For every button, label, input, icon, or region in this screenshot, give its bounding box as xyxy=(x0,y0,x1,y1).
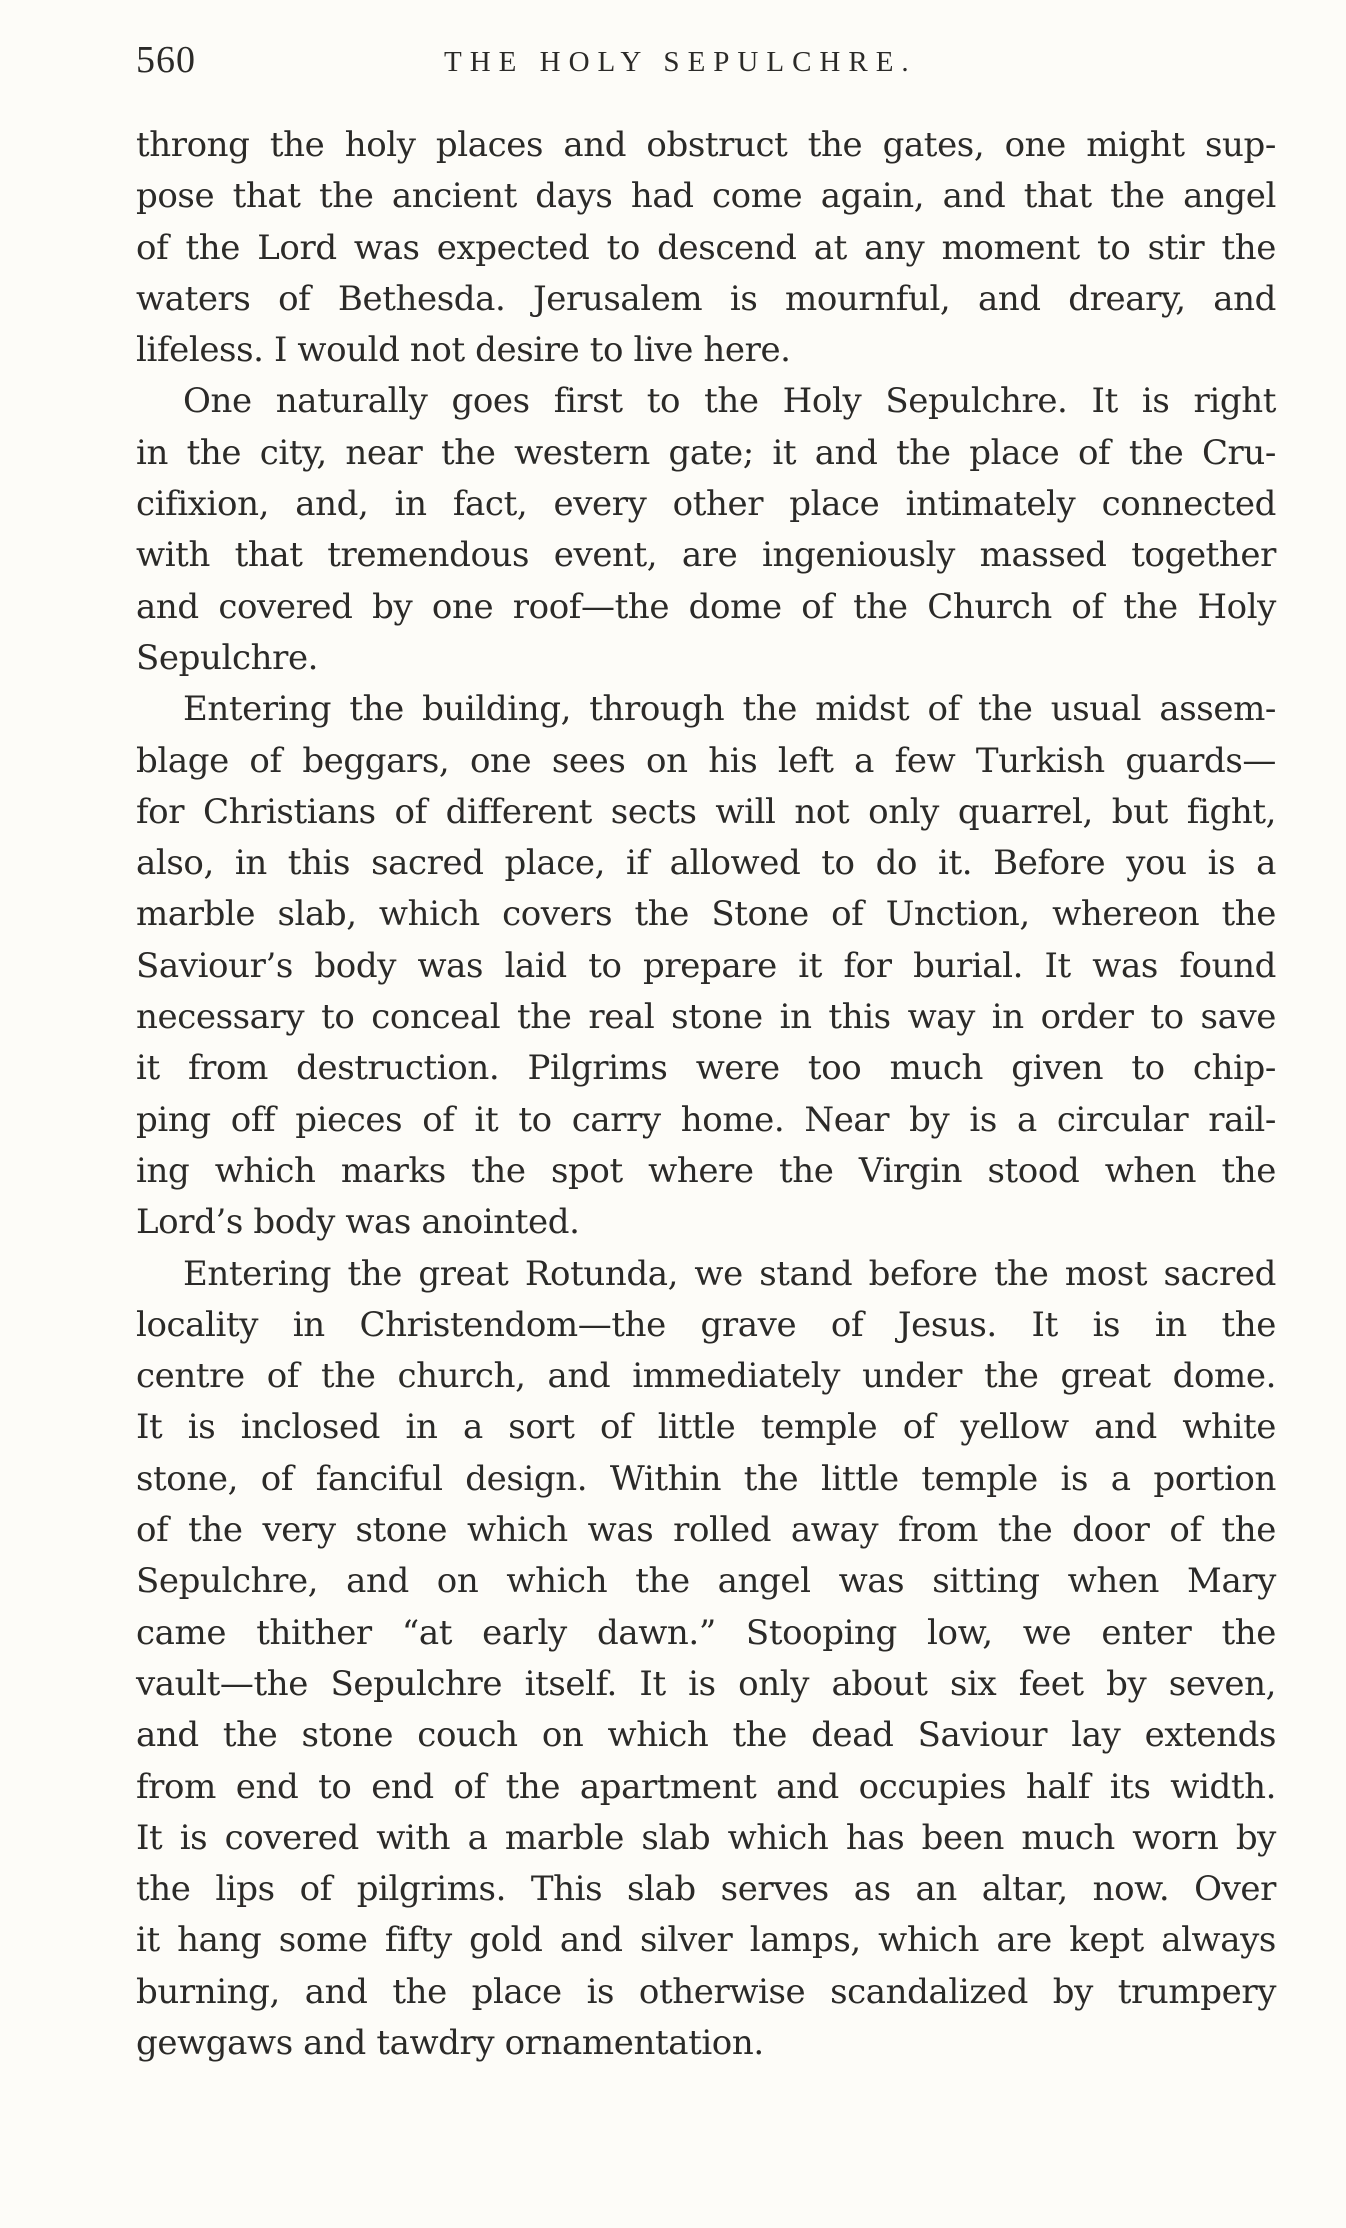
text-line: vault—the Sepulchre itself. It is only about six feet by seven, xyxy=(136,1663,1276,1704)
text-line: Entering the great Rotunda, we stand before the most sacred xyxy=(183,1253,1276,1294)
text-line: it hang some fifty gold and silver lamps, which are kept always xyxy=(136,1920,1276,1961)
text-line: came thither “at early dawn.” Stooping low, we enter the xyxy=(136,1612,1276,1653)
text-line: cifixion, and, in fact, every other place intimately connected xyxy=(136,484,1276,525)
text-line: gewgaws and tawdry ornamentation. xyxy=(136,2022,764,2063)
text-line: and covered by one roof—the dome of the Church of the Holy xyxy=(136,586,1276,627)
text-line: Saviour’s body was laid to prepare it for burial. It was found xyxy=(136,945,1276,986)
text-line: in the city, near the western gate; it and the place of the Cru- xyxy=(136,432,1276,473)
text-line: It is covered with a marble slab which has been much worn by xyxy=(136,1817,1276,1858)
text-line: waters of Bethesda. Jerusalem is mournful, and dreary, and xyxy=(136,278,1276,319)
paragraph-1 xyxy=(136,120,1276,376)
text-line: marble slab, which covers the Stone of Unction, whereon the xyxy=(136,894,1276,935)
text-line: with that tremendous event, are ingeniously massed together xyxy=(136,535,1276,576)
text-line: One naturally goes first to the Holy Sepulchre. It is right xyxy=(183,381,1276,422)
paragraph-3 xyxy=(136,684,1276,1248)
text-line: burning, and the place is otherwise scandalized by trumpery xyxy=(136,1971,1276,2012)
text-line: It is inclosed in a sort of little temple of yellow and white xyxy=(136,1407,1276,1448)
text-line: of the very stone which was rolled away from the door of the xyxy=(136,1510,1276,1551)
body-text xyxy=(136,120,1276,2069)
text-line: ping off pieces of it to carry home. Near by is a circular rail- xyxy=(136,1099,1276,1140)
text-line: Sepulchre, and on which the angel was sitting when Mary xyxy=(136,1561,1276,1602)
text-line: it from destruction. Pilgrims were too much given to chip- xyxy=(136,1048,1276,1089)
text-line: stone, of fanciful design. Within the little temple is a portion xyxy=(136,1458,1276,1499)
running-title: THE HOLY SEPULCHRE. xyxy=(444,46,917,78)
text-line: the lips of pilgrims. This slab serves as an altar, now. Over xyxy=(136,1869,1276,1910)
running-head xyxy=(136,38,1286,88)
text-line: and the stone couch on which the dead Saviour lay extends xyxy=(136,1715,1276,1756)
text-line: from end to end of the apartment and occupies half its width. xyxy=(136,1766,1276,1807)
text-line: locality in Christendom—the grave of Jesus. It is in the xyxy=(136,1304,1276,1345)
text-line: Lord’s body was anointed. xyxy=(136,1202,580,1243)
text-line: ing which marks the spot where the Virgin stood when the xyxy=(136,1150,1276,1191)
text-line: of the Lord was expected to descend at any moment to stir the xyxy=(136,227,1276,268)
text-line: centre of the church, and immediately under the great dome. xyxy=(136,1356,1276,1397)
text-line: Sepulchre. xyxy=(136,637,319,678)
paragraph-4 xyxy=(136,1249,1276,2070)
text-line: pose that the ancient days had come again, and that the angel xyxy=(136,176,1276,217)
text-line: also, in this sacred place, if allowed to do it. Before you is a xyxy=(136,843,1276,884)
text-line: blage of beggars, one sees on his left a few Turkish guards— xyxy=(136,740,1276,781)
text-line: lifeless. I would not desire to live here. xyxy=(136,330,791,371)
text-line: necessary to conceal the real stone in this way in order to save xyxy=(136,997,1276,1038)
text-line: Entering the building, through the midst of the usual assem- xyxy=(183,689,1276,730)
text-line: throng the holy places and obstruct the gates, one might sup- xyxy=(136,125,1276,165)
page-number: 560 xyxy=(136,39,196,81)
paragraph-2 xyxy=(136,376,1276,684)
text-line: for Christians of different sects will not only quarrel, but fight, xyxy=(136,791,1276,832)
